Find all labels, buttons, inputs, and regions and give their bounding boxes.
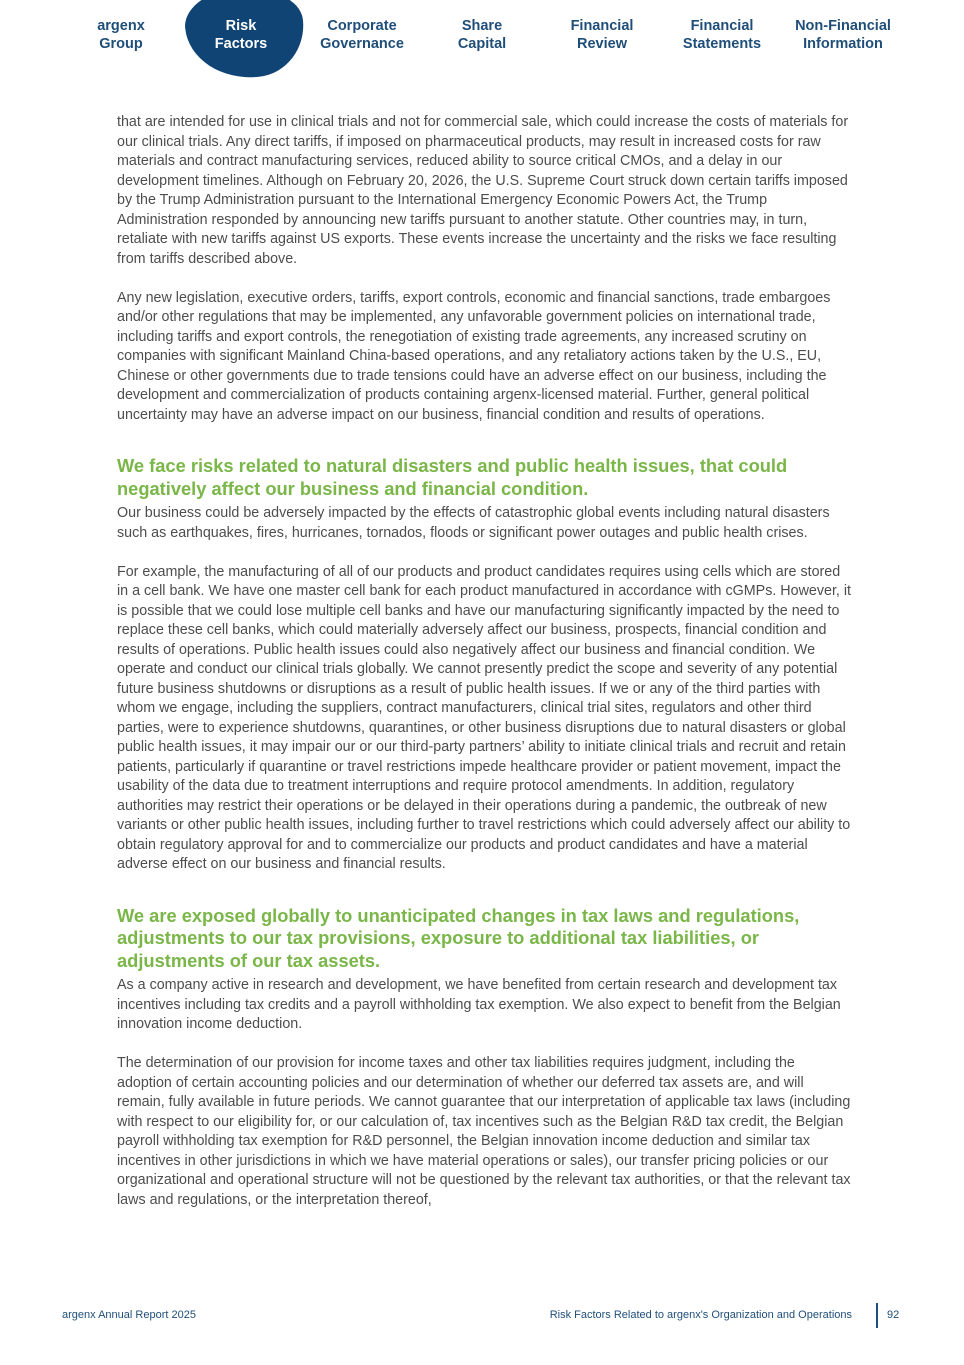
tab-label-line1: Non-Financial xyxy=(795,18,891,34)
tab-label-line1: Financial xyxy=(570,18,634,34)
tab-label-line1: Financial xyxy=(690,18,754,34)
tab-risk-factors[interactable] xyxy=(181,17,301,53)
body-paragraph: Our business could be adversely impacted by the effects of catastrophic global events including natural disasters such as earthquakes, fires, hurricanes, tornados, floods or significant power outages and public health crises. xyxy=(117,505,830,541)
tab-financial-statements[interactable] xyxy=(662,17,782,53)
section-heading: We face risks related to natural disasters and public health issues, that could negatively affect our business and financial condition. xyxy=(117,455,788,499)
body-paragraph: Any new legislation, executive orders, tariffs, export controls, economic and financial sanctions, trade embargoes and/or other regulations that may be implemented, any unfavorable government policies on international trade, including tariffs and export controls, the renegotiation of existing trade agreements, any increased scrutiny on companies with significant Mainland China-based operations, and any retaliatory actions taken by the U.S., EU, Chinese or other governments due to trade tensions could have an adverse effect on our business, including the development and commercialization of products containing argenx-licensed material. Further, general political uncertainty may have an adverse impact on our business, financial condition and results of operations. xyxy=(117,289,831,423)
tab-label-line2: Capital xyxy=(457,36,507,52)
main-content xyxy=(117,113,852,1230)
tab-label-line1: Risk xyxy=(225,18,257,34)
tab-non-financial-information[interactable] xyxy=(781,17,905,53)
tab-label-line2: Review xyxy=(577,36,627,52)
tab-share-capital[interactable] xyxy=(422,17,542,53)
tab-label-line2: Statements xyxy=(682,36,762,52)
tab-label-line2: Group xyxy=(99,36,143,52)
tab-label-line2: Governance xyxy=(320,36,404,52)
tab-label-line1: Corporate xyxy=(327,18,397,34)
tab-argenx-group[interactable] xyxy=(61,17,181,53)
top-navigation xyxy=(0,0,964,80)
body-paragraph: that are intended for use in clinical trials and not for commercial sale, which could increase the costs of materials for our clinical trials. Any direct tariffs, if imposed on pharmaceutical products, may result in increased costs for raw materials and contract manufacturing services, reduced ability to source critical CMOs, and a delay in our development timelines. Although on February 20, 2026, the U.S. Supreme Court struck down certain tariffs imposed by the Trump Administration pursuant to the International Emergency Economic Powers Act, the Trump Administration responded by announcing new tariffs pursuant to another statute. Other countries may, in turn, retaliate with new tariffs against US exports. These events increase the uncertainty and the risks we face resulting from tariffs described above. xyxy=(117,114,849,267)
tab-label-line1: argenx xyxy=(97,18,145,34)
page-number: 92 xyxy=(887,1309,900,1321)
section-heading: We are exposed globally to unanticipated changes in tax laws and regulations, adjustments to our tax provisions, exposure to additional tax liabilities, or adjustments of our tax assets. xyxy=(117,904,800,971)
tab-label-line1: Share xyxy=(461,18,503,34)
body-paragraph: As a company active in research and development, we have benefited from certain research and development tax incentives including tax credits and a payroll withholding tax exemption. We also expect to benefit from the Belgian innovation income deduction. xyxy=(117,977,841,1032)
footer-divider xyxy=(876,1303,878,1328)
body-paragraph: The determination of our provision for income taxes and other tax liabilities requires judgment, including the adoption of certain accounting policies and our determination of whether our deferred tax assets are, and will remain, fully available in future periods. We cannot guarantee that our interpretation of applicable tax laws (including with respect to our eligibility for, or our calculation of, tax incentives such as the Belgian R&D tax credit, the Belgian payroll withholding tax exemption for R&D personnel, the Belgian innovation income deduction and similar tax incentives in other jurisdictions in which we have material operations or sales), our transfer pricing policies or our organizational and operational structure will not be questioned by the relevant tax authorities, or that the relevant tax laws and regulations, or the interpretation thereof, xyxy=(117,1055,851,1208)
section-title: Risk Factors Related to argenx's Organization and Operations xyxy=(549,1309,852,1321)
report-title: argenx Annual Report 2025 xyxy=(62,1309,196,1321)
body-paragraph: For example, the manufacturing of all of our products and product candidates requires using cells which are stored in a cell bank. We have one master cell bank for each product manufactured in accordance with cGMPs. However, it is possible that we could lose multiple cell banks and have our manufacturing significantly impacted by the need to replace these cell banks, which could materially adversely affect our business, prospects, financial condition and results of operations. Public health issues could also negatively affect our business and financial condition. We operate and conduct our clinical trials globally. We cannot presently predict the scope and severity of any potential future business shutdowns or disruptions as a result of public health issues. If we or any of the third parties with whom we engage, including the suppliers, contract manufacturers, clinical trial sites, regulators and other third parties, were to experience shutdowns, quarantines, or other business disruptions due to natural disasters or global public health issues, it may impair our or our third-party partners’ ability to initiate clinical trials and recruit and retain patients, particularly if quarantine or travel restrictions impede healthcare provider or patient movement, impact the usability of the data due to treatment interruptions and require protocol amendments. In addition, regulatory authorities may restrict their operations or be delayed in their operations during a pandemic, the outbreak of new variants or other public health issues, including further to travel restrictions which could adversely affect our ability to obtain regulatory approval for and to commercialize our products and product candidates and have a material adverse effect on our business and financial results. xyxy=(117,563,852,872)
tab-corporate-governance[interactable] xyxy=(302,17,422,53)
tab-label-line2: Information xyxy=(803,36,883,52)
tab-label-line2: Factors xyxy=(214,36,268,52)
tab-financial-review[interactable] xyxy=(542,17,662,53)
